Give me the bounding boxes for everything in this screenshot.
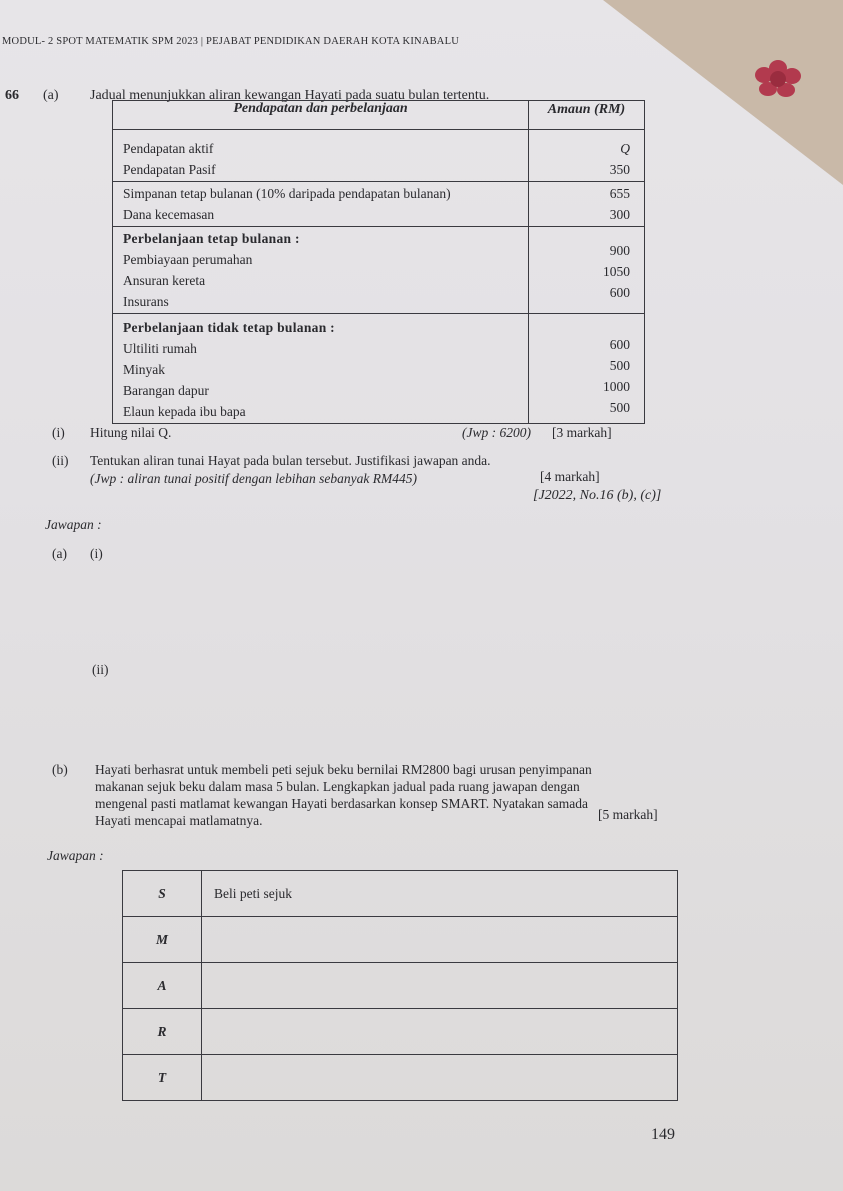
question-intro: Jadual menunjukkan aliran kewangan Hayati pada suatu bulan tertentu. bbox=[90, 88, 490, 103]
smart-answer-cell[interactable] bbox=[202, 917, 678, 963]
part-b-line: mengenal pasti matlamat kewangan Hayati berdasarkan konsep SMART. Nyatakan samada bbox=[95, 796, 589, 811]
table-row bbox=[123, 963, 678, 1009]
item-active-income: Pendapatan aktif bbox=[123, 141, 214, 156]
header-item: Pendapatan dan perbelanjaan bbox=[113, 101, 529, 130]
item-utility: Ultiliti rumah bbox=[123, 341, 197, 356]
answer-a-label: (a) bbox=[52, 546, 67, 561]
item-insurance: Insurans bbox=[123, 294, 169, 309]
smart-answer-cell[interactable]: Beli peti sejuk bbox=[202, 871, 678, 917]
amount-insurance: 600 bbox=[609, 285, 630, 300]
question-number: 66 bbox=[5, 88, 19, 103]
smart-goal-table bbox=[122, 870, 678, 1101]
smart-answer-cell[interactable] bbox=[202, 1009, 678, 1055]
cashflow-table bbox=[112, 100, 645, 424]
amount-utility: 600 bbox=[609, 337, 630, 352]
table-row bbox=[113, 314, 645, 424]
flower-sticker-icon bbox=[754, 58, 802, 98]
table-row bbox=[123, 1055, 678, 1101]
part-b-label: (b) bbox=[52, 762, 68, 777]
item-fixed-saving: Simpanan tetap bulanan (10% daripada pendapatan bulanan) bbox=[123, 186, 451, 201]
group-variable-expense-title: Perbelanjaan tidak tetap bulanan : bbox=[123, 320, 335, 335]
answer-i-label: (i) bbox=[90, 546, 103, 561]
smart-answer-cell[interactable] bbox=[202, 963, 678, 1009]
answer-label-b: Jawapan : bbox=[47, 848, 104, 863]
answer-ii-label: (ii) bbox=[92, 662, 109, 677]
source-reference: [J2022, No.16 (b), (c)] bbox=[533, 488, 662, 503]
table-row bbox=[113, 130, 645, 182]
amount-petrol: 500 bbox=[609, 358, 630, 373]
sub-ii-marks: [4 markah] bbox=[540, 469, 600, 484]
item-petrol: Minyak bbox=[123, 362, 165, 377]
table-row bbox=[123, 917, 678, 963]
amount-housing: 900 bbox=[609, 243, 630, 258]
header-amount: Amaun (RM) bbox=[529, 101, 645, 130]
page-number: 149 bbox=[651, 1126, 675, 1143]
item-emergency-fund: Dana kecemasan bbox=[123, 207, 215, 222]
module-header: MODUL- 2 SPOT MATEMATIK SPM 2023 | PEJABAT PENDIDIKAN DAERAH KOTA KINABALU bbox=[2, 36, 459, 47]
table-row bbox=[113, 227, 645, 314]
group-fixed-expense-title: Perbelanjaan tetap bulanan : bbox=[123, 231, 300, 246]
item-passive-income: Pendapatan Pasif bbox=[123, 162, 216, 177]
sub-i-text: Hitung nilai Q. bbox=[90, 425, 172, 440]
amount-parents: 500 bbox=[609, 400, 630, 415]
item-parents-allowance: Elaun kepada ibu bapa bbox=[123, 404, 246, 419]
smart-letter: M bbox=[123, 917, 202, 963]
answer-label: Jawapan : bbox=[45, 517, 102, 532]
amount-groceries: 1000 bbox=[603, 379, 630, 394]
sub-ii-text: Tentukan aliran tunai Hayat pada bulan tersebut. Justifikasi jawapan anda. bbox=[90, 453, 491, 468]
part-a-label: (a) bbox=[43, 88, 59, 103]
smart-answer-cell[interactable] bbox=[202, 1055, 678, 1101]
table-row bbox=[123, 1009, 678, 1055]
item-groceries: Barangan dapur bbox=[123, 383, 209, 398]
sub-i-marks: [3 markah] bbox=[552, 425, 612, 440]
amount-passive: 350 bbox=[609, 162, 630, 177]
amount-car: 1050 bbox=[603, 264, 630, 279]
amount-emergency: 300 bbox=[609, 207, 630, 222]
part-b-line: Hayati mencapai matlamatnya. bbox=[95, 813, 263, 828]
amount-fixed-saving: 655 bbox=[609, 186, 630, 201]
part-b-marks: [5 markah] bbox=[598, 807, 658, 822]
smart-letter: R bbox=[123, 1009, 202, 1055]
part-b-line: makanan sejuk beku dalam masa 5 bulan. Lengkapkan jadual pada ruang jawapan dengan bbox=[95, 779, 580, 794]
item-housing: Pembiayaan perumahan bbox=[123, 252, 253, 267]
smart-letter: A bbox=[123, 963, 202, 1009]
sub-ii-answer-hint: (Jwp : aliran tunai positif dengan lebihan sebanyak RM445) bbox=[90, 471, 417, 486]
table-row bbox=[113, 182, 645, 227]
part-b-line: Hayati berhasrat untuk membeli peti sejuk beku bernilai RM2800 bagi urusan penyimpanan bbox=[95, 762, 592, 777]
table-row bbox=[123, 871, 678, 917]
item-car-loan: Ansuran kereta bbox=[123, 273, 206, 288]
smart-letter: S bbox=[123, 871, 202, 917]
sub-i-label: (i) bbox=[52, 425, 65, 440]
sub-ii-label: (ii) bbox=[52, 453, 69, 468]
smart-letter: T bbox=[123, 1055, 202, 1101]
sub-i-answer-hint: (Jwp : 6200) bbox=[462, 425, 531, 440]
amount-q: Q bbox=[620, 141, 630, 156]
table-header-row bbox=[113, 101, 645, 130]
